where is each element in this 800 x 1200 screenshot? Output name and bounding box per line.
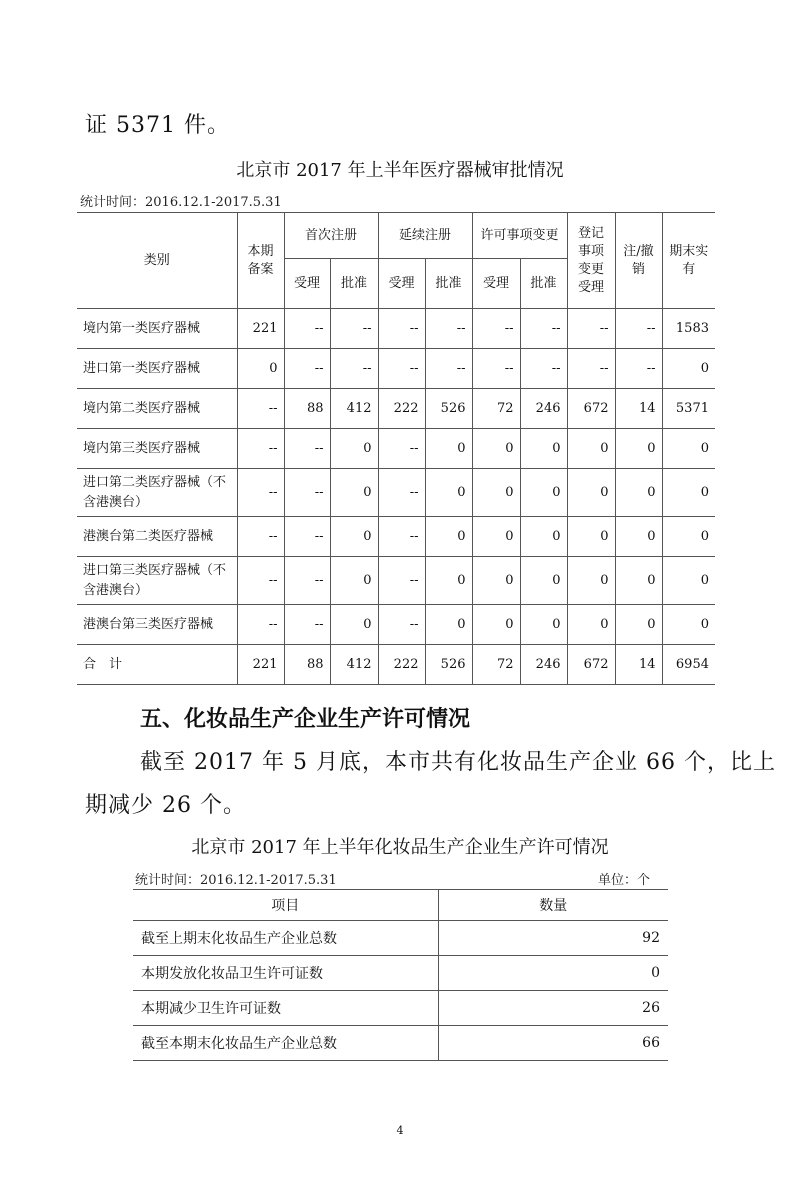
table1-caption: 北京市 2017 年上半年医疗器械审批情况 bbox=[236, 160, 564, 181]
page-number: 4 bbox=[396, 1124, 404, 1137]
table-cell: 0 bbox=[472, 605, 520, 645]
table-cell: 246 bbox=[520, 389, 567, 429]
table-cell: -- bbox=[472, 309, 520, 349]
row-item: 截至本期末化妆品生产企业总数 bbox=[133, 1026, 438, 1061]
table-cell: -- bbox=[472, 349, 520, 389]
table-cell: 222 bbox=[378, 645, 425, 685]
continuation-text: 证 5371 件。 bbox=[85, 113, 230, 138]
row-item: 截至上期末化妆品生产企业总数 bbox=[133, 921, 438, 956]
table-cell: 0 bbox=[425, 517, 472, 557]
row-category: 进口第一类医疗器械 bbox=[77, 349, 237, 389]
table-cell: 0 bbox=[330, 469, 378, 517]
table-cell: 0 bbox=[662, 605, 715, 645]
table-cell: -- bbox=[284, 429, 330, 469]
header-end-total: 期末实有 bbox=[662, 213, 715, 309]
table-cell: 0 bbox=[520, 429, 567, 469]
table-cell: 0 bbox=[472, 429, 520, 469]
table-row bbox=[133, 921, 668, 956]
table-cell: 0 bbox=[615, 469, 662, 517]
row-category: 进口第三类医疗器械（不含港澳台） bbox=[77, 557, 237, 605]
table-cell: 526 bbox=[425, 389, 472, 429]
table-cell: 0 bbox=[330, 557, 378, 605]
header-accept: 受理 bbox=[472, 259, 520, 309]
cosmetics-license-table bbox=[133, 889, 668, 1061]
table-cell: -- bbox=[615, 309, 662, 349]
table-cell: 0 bbox=[567, 469, 615, 517]
table-cell: 0 bbox=[662, 349, 715, 389]
table-cell: 412 bbox=[330, 645, 378, 685]
table-cell: -- bbox=[330, 349, 378, 389]
table-row bbox=[77, 645, 715, 685]
table-cell: -- bbox=[378, 605, 425, 645]
header-approve: 批准 bbox=[520, 259, 567, 309]
table-cell: 0 bbox=[662, 469, 715, 517]
table-cell: 0 bbox=[472, 517, 520, 557]
table-cell: -- bbox=[425, 309, 472, 349]
table-cell: -- bbox=[615, 349, 662, 389]
table-cell: -- bbox=[237, 517, 284, 557]
table-cell: -- bbox=[284, 605, 330, 645]
table-cell: 0 bbox=[330, 429, 378, 469]
table-cell: 0 bbox=[615, 517, 662, 557]
table-row bbox=[77, 309, 715, 349]
table-cell: -- bbox=[425, 349, 472, 389]
table-cell: -- bbox=[520, 349, 567, 389]
paragraph-line: 截至 2017 年 5 月底，本市共有化妆品生产企业 66 个，比上 bbox=[140, 750, 776, 775]
row-value: 26 bbox=[438, 991, 668, 1026]
table-cell: -- bbox=[284, 349, 330, 389]
row-category: 境内第三类医疗器械 bbox=[77, 429, 237, 469]
table-cell: -- bbox=[284, 309, 330, 349]
header-first-registration: 首次注册 bbox=[284, 213, 378, 259]
table-cell: 246 bbox=[520, 645, 567, 685]
table-cell: -- bbox=[567, 349, 615, 389]
table-cell: -- bbox=[237, 557, 284, 605]
table-cell: -- bbox=[378, 349, 425, 389]
table2-caption: 北京市 2017 年上半年化妆品生产企业生产许可情况 bbox=[191, 837, 609, 858]
header-approve: 批准 bbox=[330, 259, 378, 309]
row-category: 合 计 bbox=[77, 645, 237, 685]
row-value: 92 bbox=[438, 921, 668, 956]
table-row bbox=[77, 349, 715, 389]
table-cell: 0 bbox=[662, 557, 715, 605]
table-cell: -- bbox=[378, 469, 425, 517]
row-value: 66 bbox=[438, 1026, 668, 1061]
paragraph-line: 期减少 26 个。 bbox=[85, 793, 246, 818]
table2-unit: 单位：个 bbox=[598, 873, 651, 888]
table-row bbox=[133, 1026, 668, 1061]
table-cell: 0 bbox=[615, 557, 662, 605]
table-cell: 672 bbox=[567, 645, 615, 685]
table-row bbox=[77, 605, 715, 645]
section-heading: 五、化妆品生产企业生产许可情况 bbox=[140, 707, 471, 732]
table-cell: 0 bbox=[330, 605, 378, 645]
header-category: 类别 bbox=[77, 213, 237, 309]
table-row bbox=[77, 389, 715, 429]
row-category: 进口第二类医疗器械（不含港澳台） bbox=[77, 469, 237, 517]
table-cell: 0 bbox=[662, 517, 715, 557]
table1-stat-time: 统计时间：2016.12.1-2017.5.31 bbox=[80, 195, 282, 210]
table2-stat-time: 统计时间：2016.12.1-2017.5.31 bbox=[135, 873, 337, 888]
table-cell: 0 bbox=[425, 429, 472, 469]
medical-device-approval-table bbox=[77, 212, 715, 685]
table-cell: 0 bbox=[520, 517, 567, 557]
table-cell: 221 bbox=[237, 309, 284, 349]
table-cell: 72 bbox=[472, 389, 520, 429]
table-row bbox=[77, 429, 715, 469]
table-cell: 526 bbox=[425, 645, 472, 685]
table-cell: -- bbox=[237, 469, 284, 517]
table-cell: -- bbox=[378, 517, 425, 557]
table-cell: 88 bbox=[284, 389, 330, 429]
table-cell: 0 bbox=[330, 517, 378, 557]
table-cell: -- bbox=[330, 309, 378, 349]
table-cell: 0 bbox=[520, 605, 567, 645]
table-cell: 0 bbox=[425, 469, 472, 517]
table-cell: 0 bbox=[662, 429, 715, 469]
header-accept: 受理 bbox=[378, 259, 425, 309]
table-cell: -- bbox=[237, 429, 284, 469]
table-row bbox=[133, 956, 668, 991]
header-registration-change: 登记事项变更受理 bbox=[567, 213, 615, 309]
table-cell: 0 bbox=[615, 429, 662, 469]
row-category: 境内第二类医疗器械 bbox=[77, 389, 237, 429]
table-row bbox=[77, 469, 715, 517]
table-cell: 0 bbox=[425, 605, 472, 645]
table-cell: 0 bbox=[567, 605, 615, 645]
row-category: 港澳台第三类医疗器械 bbox=[77, 605, 237, 645]
header-accept: 受理 bbox=[284, 259, 330, 309]
header-current-filing: 本期备案 bbox=[237, 213, 284, 309]
table-cell: 0 bbox=[567, 557, 615, 605]
header-cancellation: 注/撤销 bbox=[615, 213, 662, 309]
table-row bbox=[77, 517, 715, 557]
table-cell: 0 bbox=[520, 557, 567, 605]
table-cell: 222 bbox=[378, 389, 425, 429]
row-item: 本期发放化妆品卫生许可证数 bbox=[133, 956, 438, 991]
table-cell: 0 bbox=[567, 429, 615, 469]
table-cell: -- bbox=[378, 557, 425, 605]
table-cell: -- bbox=[378, 309, 425, 349]
table-cell: 6954 bbox=[662, 645, 715, 685]
table-cell: 0 bbox=[567, 517, 615, 557]
table-cell: 14 bbox=[615, 389, 662, 429]
header-approve: 批准 bbox=[425, 259, 472, 309]
table-cell: 0 bbox=[425, 557, 472, 605]
table-cell: -- bbox=[378, 429, 425, 469]
header-renewal-registration: 延续注册 bbox=[378, 213, 472, 259]
header-count: 数量 bbox=[438, 890, 668, 921]
table-cell: 88 bbox=[284, 645, 330, 685]
table-cell: -- bbox=[237, 605, 284, 645]
table-cell: 5371 bbox=[662, 389, 715, 429]
table-cell: -- bbox=[284, 517, 330, 557]
row-item: 本期减少卫生许可证数 bbox=[133, 991, 438, 1026]
table-cell: -- bbox=[284, 469, 330, 517]
row-category: 境内第一类医疗器械 bbox=[77, 309, 237, 349]
row-category: 港澳台第二类医疗器械 bbox=[77, 517, 237, 557]
table-cell: 14 bbox=[615, 645, 662, 685]
table-cell: 0 bbox=[520, 469, 567, 517]
table-cell: -- bbox=[237, 389, 284, 429]
table-cell: 221 bbox=[237, 645, 284, 685]
table-row bbox=[77, 557, 715, 605]
table-cell: -- bbox=[284, 557, 330, 605]
header-license-change: 许可事项变更 bbox=[472, 213, 567, 259]
table-cell: 0 bbox=[472, 469, 520, 517]
table-cell: 72 bbox=[472, 645, 520, 685]
table-cell: 412 bbox=[330, 389, 378, 429]
table-cell: 1583 bbox=[662, 309, 715, 349]
table-cell: -- bbox=[520, 309, 567, 349]
table-cell: 672 bbox=[567, 389, 615, 429]
table-cell: 0 bbox=[615, 605, 662, 645]
table-cell: -- bbox=[567, 309, 615, 349]
table-cell: 0 bbox=[237, 349, 284, 389]
header-item: 项目 bbox=[133, 890, 438, 921]
table-cell: 0 bbox=[472, 557, 520, 605]
table-row bbox=[133, 991, 668, 1026]
row-value: 0 bbox=[438, 956, 668, 991]
